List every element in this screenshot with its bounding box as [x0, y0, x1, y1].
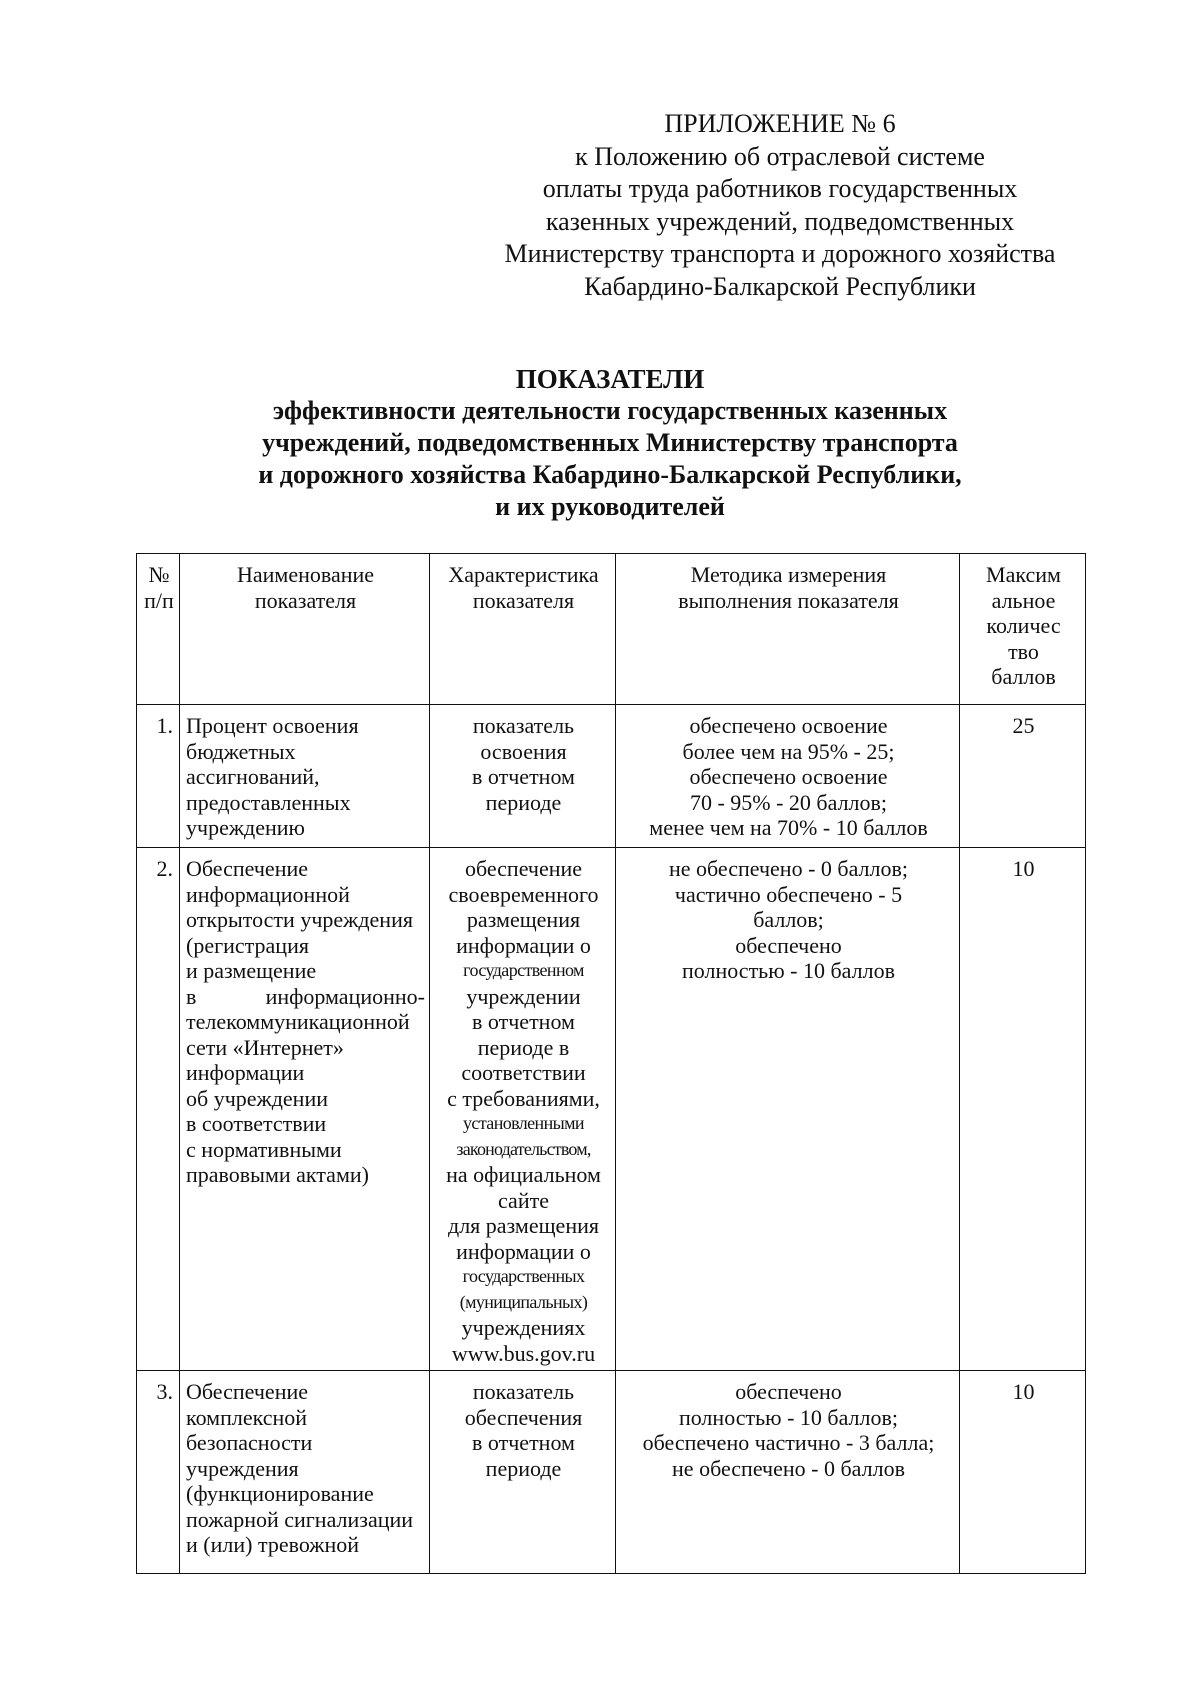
appendix-line: к Положению об отраслевой системе — [575, 141, 985, 171]
row-name: Обеспечение информационной открытости учреждения (регистрация и размещение в информационно- телекоммуникационной сети «Интернет» информации об учреждении в соответствии с нормативными правовыми актами) — [180, 848, 430, 1371]
row-number: 1. — [137, 705, 180, 848]
table-row — [137, 848, 1086, 1371]
table-header-row — [137, 554, 1086, 705]
appendix-header — [480, 108, 1080, 303]
row-characteristic: обеспечение своевременного размещения информации о государственном учреждении в отчетном периоде в соответствии с требованиями, установленными законодательством, на официальном сайте для размещения информации о государственных (муниципальных) учреждениях www.bus.gov.ru — [430, 848, 616, 1371]
document-title — [180, 363, 1040, 523]
table-row — [137, 1371, 1086, 1574]
row-number: 3. — [137, 1371, 180, 1574]
title-line: эффективности деятельности государственных казенных — [272, 396, 948, 425]
row-method: не обеспечено - 0 баллов; частично обеспечено - 5 баллов; обеспечено полностью - 10 баллов — [616, 848, 960, 1371]
row-method: обеспечено полностью - 10 баллов; обеспечено частично - 3 балла; не обеспечено - 0 баллов — [616, 1371, 960, 1574]
title-line: учреждений, подведомственных Министерству транспорта — [262, 428, 958, 457]
table-row — [137, 705, 1086, 848]
header-characteristic: Характеристика показателя — [430, 554, 616, 705]
row-method: обеспечено освоение более чем на 95% - 25; обеспечено освоение 70 - 95% - 20 баллов; менее чем на 70% - 10 баллов — [616, 705, 960, 848]
appendix-line: Министерству транспорта и дорожного хозяйства — [504, 239, 1056, 268]
header-num: № п/п — [137, 554, 180, 705]
row-name: Процент освоения бюджетных ассигнований, предоставленных учреждению — [180, 705, 430, 848]
header-max: Максим альное количес тво баллов — [960, 554, 1086, 705]
appendix-title: ПРИЛОЖЕНИЕ № 6 — [664, 109, 896, 138]
row-characteristic: показатель освоения в отчетном периоде — [430, 705, 616, 848]
header-method: Методика измерения выполнения показателя — [616, 554, 960, 705]
title-main: ПОКАЗАТЕЛИ — [515, 364, 705, 394]
appendix-line: Кабардино-Балкарской Республики — [584, 271, 976, 301]
row-max: 25 — [960, 705, 1086, 848]
appendix-line: оплаты труда работников государственных — [542, 174, 1018, 203]
row-number: 2. — [137, 848, 180, 1371]
row-max: 10 — [960, 848, 1086, 1371]
title-line: и дорожного хозяйства Кабардино-Балкарской Республики, — [258, 460, 962, 489]
title-line: и их руководителей — [495, 492, 725, 521]
row-name: Обеспечение комплексной безопасности учреждения (функционирование пожарной сигнализации и (или) тревожной — [180, 1371, 430, 1574]
row-characteristic: показатель обеспечения в отчетном периоде — [430, 1371, 616, 1574]
header-name: Наименование показателя — [180, 554, 430, 705]
row-max: 10 — [960, 1371, 1086, 1574]
indicators-table — [136, 553, 1086, 1574]
appendix-line: казенных учреждений, подведомственных — [545, 206, 1015, 236]
